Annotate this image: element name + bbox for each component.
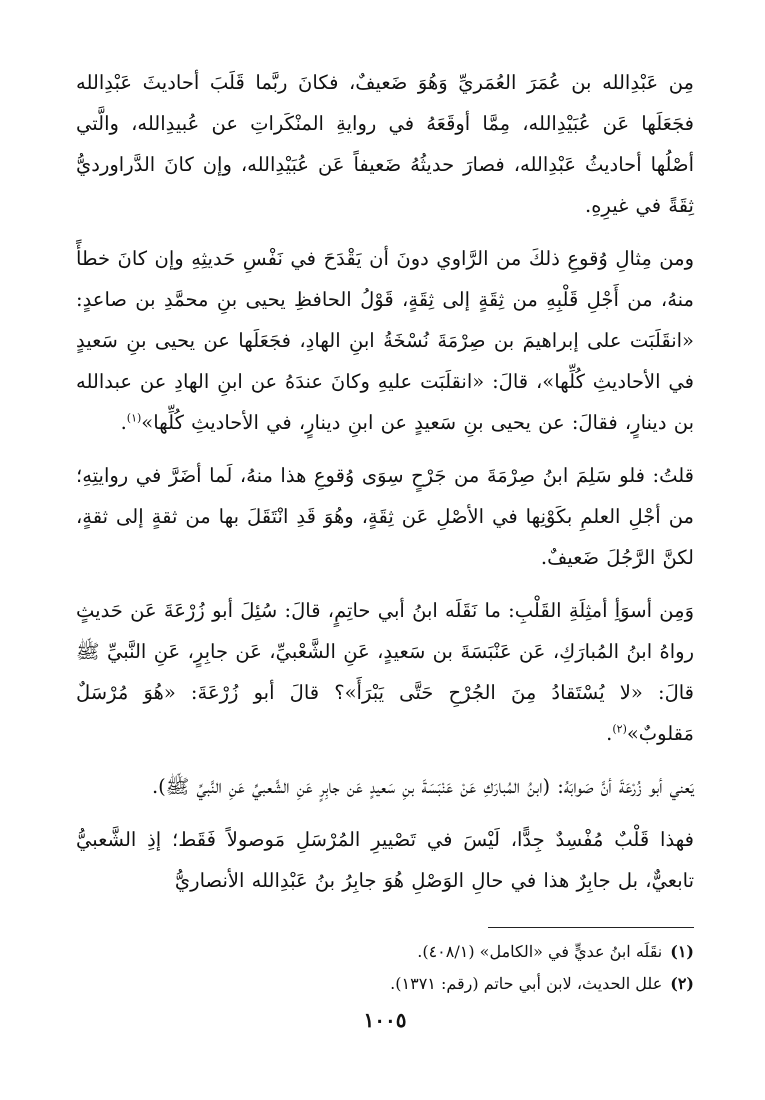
- paragraph-1-text: مِن عَبْدِالله بن عُمَرَ العُمَريِّ وَهُوَ ضَعيفٌ، فكانَ ربَّما قَلَبَ أحاديثَ عَبْدِالله فجَعَلَها عَن عُبَيْدِالله، مِمَّا أوقَعَهُ في روايةِ المنْكَراتِ عن عُبيدِالله، والَّتي أصْلُها أحاديثُ عَبْدِالله، فصارَ حديثُهُ ضَعيفاً عَن عُبَيْدِالله، وإن كانَ الدَّراورديُّ ثِقَةً في غيرِهِ.: [76, 71, 694, 217]
- paragraph-2-end: .: [120, 411, 127, 434]
- paragraph-5: [76, 766, 694, 807]
- footnote-1: [76, 936, 694, 968]
- book-page: [76, 62, 694, 1082]
- footnote-1-text: نقَلَه ابنُ عديٍّ في «الكامل» (٤٠٨/١).: [417, 942, 663, 961]
- footnote-1-number: (١): [670, 942, 694, 961]
- footnote-2-number: (٢): [670, 974, 694, 993]
- paragraph-5-text: يَعني أبو زُرْعَةَ أنَّ صَوابَهُ: (ابنُ المُبارَكِ عَنْ عَنْبَسَةَ بنِ سَعيدٍ عَن جابِرٍ عَنِ الشَّعبيِّ عَنِ النَّبيِّ ﷺ).: [151, 775, 694, 798]
- footnotes: [76, 936, 694, 1000]
- paragraph-6: [76, 819, 694, 901]
- paragraph-6-text: فهذا قَلْبٌ مُفْسِدٌ جِدًّا، لَيْسَ في تَصْييرِ المُرْسَلِ مَوصولاً فَقَط؛ إذِ الشَّعبيُّ تابعيٌّ، بل جابِرٌ هذا في حالِ الوَصْلِ هُوَ جابِرُ بنُ عَبْدِالله الأنصاريُّ: [76, 828, 694, 892]
- paragraph-2-text: ومن مِثالِ وُقوعِ ذلكَ من الرَّاوي دونَ أن يَقْدَحَ في نَفْسِ حَديثِهِ وإن كانَ خطأً منهُ، من أَجْلِ قَلْبِهِ من ثِقَةٍ إلى ثِقَةٍ، قَوْلُ الحافظِ يحيى بنِ محمَّدِ بن صاعدٍ: «انقَلَبَت على إبراهيمَ بن صِرْمَةَ نُسْخَةُ ابنِ الهادِ، فجَعَلَها عن يحيى بنِ سَعيدٍ في الأحاديثِ كُلِّها»، قالَ: «انقلَبَت عليهِ وكانَ عندَهُ عن ابنِ الهادِ عن عبدالله بن دينارٍ، فقالَ: عن يحيى بنِ سَعيدٍ عن ابنِ دينارٍ، في الأحاديثِ كُلِّها»: [76, 247, 694, 434]
- footnote-ref-2[interactable]: (٢): [612, 722, 627, 736]
- paragraph-3-text: قلتُ: فلو سَلِمَ ابنُ صِرْمَةَ من جَرْحٍ سِوَى وُقوعِ هذا منهُ، لَما أضَرَّ في روايتِهِ؛ من أجْلِ العلمِ بكَوْنِها في الأصْلِ عَن ثِقَةٍ، وهُوَ قَدِ انْتَقَلَ بها من ثقةٍ إلى ثقةٍ، لكنَّ الرَّجُلَ ضَعيفٌ.: [76, 464, 694, 569]
- paragraph-4: [76, 590, 694, 754]
- page-number: ١٠٠٥: [363, 1008, 407, 1032]
- paragraph-4-end: .: [606, 722, 613, 745]
- footnote-ref-1[interactable]: (١): [126, 411, 142, 425]
- footnote-2-text: علل الحديث، لابن أبي حاتم (رقم: ١٣٧١).: [390, 974, 663, 993]
- footnote-divider: [488, 927, 694, 928]
- paragraph-4-text: وَمِن أسوَأِ أمثِلَةِ القَلْبِ: ما نَقَلَه ابنُ أبي حاتِمٍ، قالَ: سُئِلَ أبو زُرْعَةَ عَن حَديثٍ رواهُ ابنُ المُبارَكِ، عَن عَنْبَسَةَ بن سَعيدٍ، عَنِ الشَّعْبيِّ، عَن جابِرٍ، عَنِ النَّبيِّ ﷺ قالَ: «لا يُسْتَقادُ مِنَ الجُرْحِ حَتَّى يَبْرَأَ»؟ قالَ أبو زُرْعَةَ: «هُوَ مُرْسَلٌ مَقلوبٌ»: [76, 599, 694, 745]
- paragraph-1: [76, 62, 694, 226]
- footnote-2: [76, 968, 694, 1000]
- paragraph-3: [76, 455, 694, 578]
- paragraph-2: [76, 238, 694, 443]
